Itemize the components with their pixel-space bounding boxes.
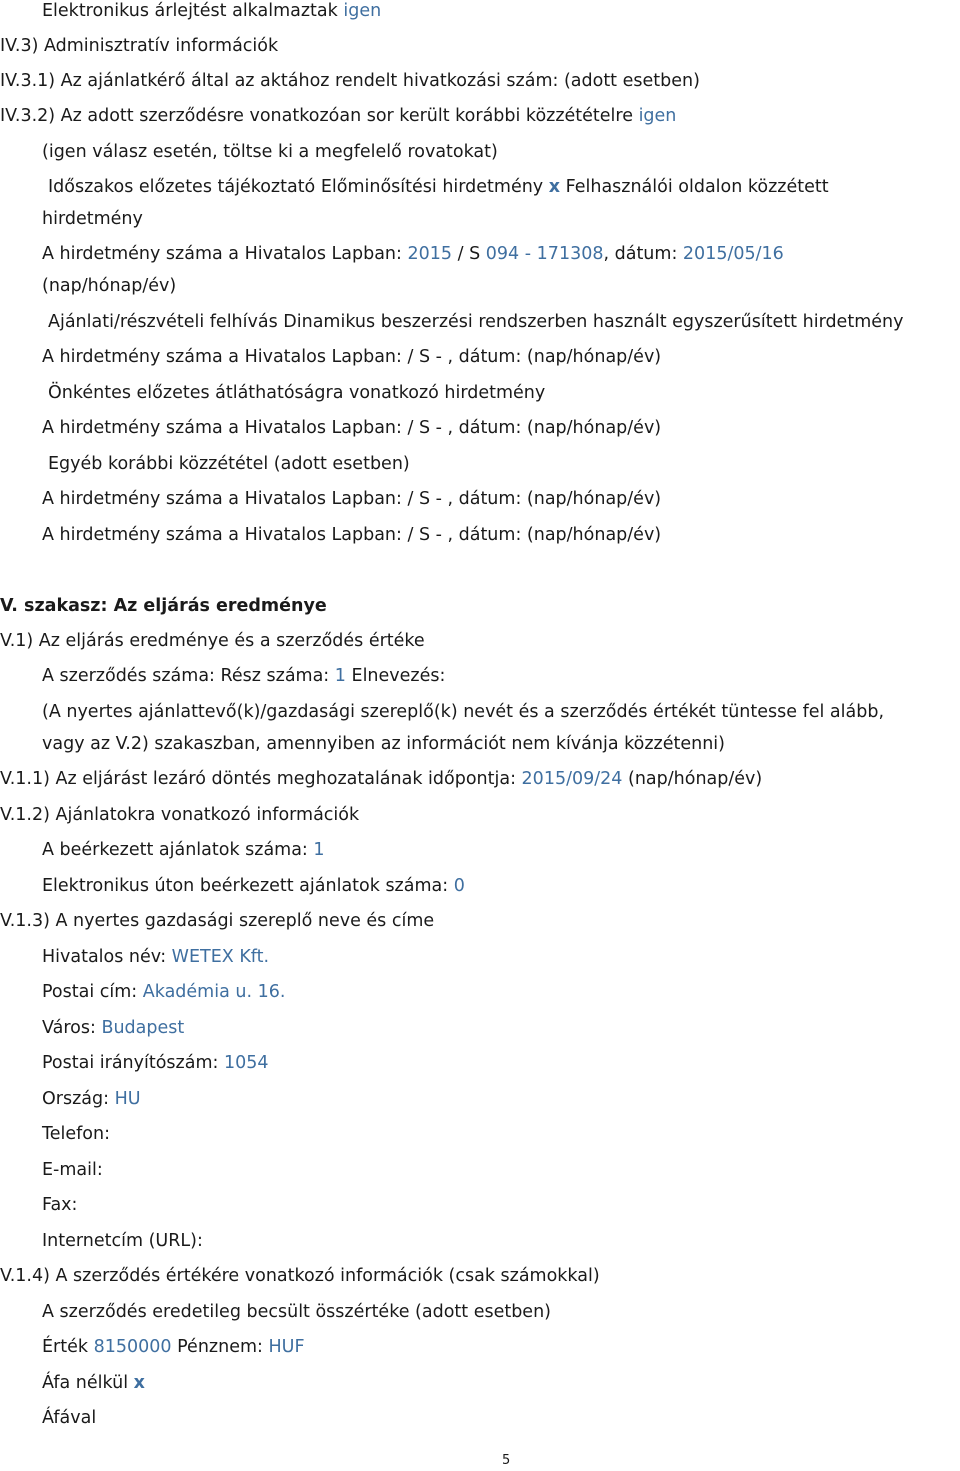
call-for-tender-line: Ajánlati/részvételi felhívás Dinamikus beszerzési rendszerben használt egyszerűsített hirdetmény (48, 312, 904, 332)
contract-name-label: Elnevezés: (351, 666, 446, 686)
part-number: 1 (334, 666, 346, 686)
winner-heading: V.1.3) A nyertes gazdasági szereplő neve és címe (0, 911, 435, 931)
currency-label: Pénznem: (177, 1337, 263, 1357)
contract-value-amount: 8150000 (93, 1337, 172, 1357)
notice-empty-line-2: A hirdetmény száma a Hivatalos Lapban: / S - , dátum: (nap/hónap/év) (42, 418, 662, 438)
winner-note-line-1: (A nyertes ajánlattevő(k)/gazdasági szereplő(k) nevét és a szerződés értékét tüntesse fel alább, (42, 702, 885, 722)
other-publication-line: Egyéb korábbi közzététel (adott esetben) (48, 454, 410, 474)
electronic-auction-label: Elektronikus árlejtést alkalmaztak (42, 1, 338, 21)
decision-date-line (0, 767, 762, 791)
notice-number-part2: 171308 (536, 244, 604, 264)
notice-year: 2015 (407, 244, 453, 264)
url-label: Internetcím (URL): (42, 1231, 203, 1251)
postal-address-label: Postai cím: (42, 982, 138, 1002)
notice-empty-line-4: A hirdetmény száma a Hivatalos Lapban: / S - , dátum: (nap/hónap/év) (42, 525, 662, 545)
notice-date-label: , dátum: (603, 244, 678, 264)
section-v-heading: V. szakasz: Az eljárás eredménye (0, 596, 327, 616)
prior-publication-note: (igen válasz esetén, töltse ki a megfelelő rovatokat) (42, 142, 498, 162)
offers-received-label: A beérkezett ajánlatok száma: (42, 840, 308, 860)
country-line (42, 1087, 141, 1111)
country-label: Ország: (42, 1089, 110, 1109)
postal-address-value: Akadémia u. 16. (142, 982, 286, 1002)
v1-heading: V.1) Az eljárás eredménye és a szerződés értéke (0, 631, 425, 651)
contract-number-label: A szerződés száma: Rész száma: (42, 666, 330, 686)
notice-empty-line-1: A hirdetmény száma a Hivatalos Lapban: / S - , dátum: (nap/hónap/év) (42, 347, 662, 367)
postal-address-line (42, 980, 285, 1004)
electronic-auction-value: igen (343, 1, 382, 21)
email-label: E-mail: (42, 1160, 103, 1180)
contract-number-line (42, 664, 445, 688)
voluntary-notice-line: Önkéntes előzetes átláthatóságra vonatkozó hirdetmény (48, 383, 546, 403)
offers-received-value: 1 (313, 840, 325, 860)
notice-number-label: A hirdetmény száma a Hivatalos Lapban: (42, 244, 402, 264)
notice-options-text-b: Felhasználói oldalon közzétett (565, 177, 829, 197)
section-iv3-heading: IV.3) Adminisztratív információk (0, 36, 279, 56)
official-name-label: Hivatalos név: (42, 947, 167, 967)
currency-value: HUF (268, 1337, 305, 1357)
decision-date-format: (nap/hónap/év) (628, 769, 763, 789)
decision-date-value: 2015/09/24 (521, 769, 623, 789)
prior-publication-label: IV.3.2) Az adott szerződésre vonatkozóan sor került korábbi közzétételre (0, 106, 633, 126)
estimated-value-line: A szerződés eredetileg becsült összértéke (adott esetben) (42, 1302, 551, 1322)
decision-date-label: V.1.1) Az eljárást lezáró döntés meghozatalának időpontja: (0, 769, 516, 789)
vat-excluded-mark: x (133, 1373, 145, 1393)
postcode-value: 1054 (223, 1053, 269, 1073)
city-value: Budapest (101, 1018, 185, 1038)
notice-options-continuation: hirdetmény (42, 209, 143, 229)
city-line (42, 1016, 184, 1040)
offers-electronic-value: 0 (453, 876, 465, 896)
notice-number-line (42, 242, 784, 266)
notice-number-part1: 094 (485, 244, 520, 264)
vat-excluded-label: Áfa nélkül (42, 1373, 129, 1393)
city-label: Város: (42, 1018, 96, 1038)
contract-value-label: Érték (42, 1337, 89, 1357)
offers-electronic-label: Elektronikus úton beérkezett ajánlatok száma: (42, 876, 449, 896)
phone-label: Telefon: (42, 1124, 110, 1144)
vat-excluded-line (42, 1371, 145, 1395)
fax-label: Fax: (42, 1195, 78, 1215)
prior-publication-value: igen (638, 106, 677, 126)
prior-publication-line (0, 104, 676, 128)
notice-options-text: Időszakos előzetes tájékoztató Előminősítési hirdetmény (48, 177, 544, 197)
notice-s: / S (457, 244, 481, 264)
postcode-line (42, 1051, 269, 1075)
notice-type-options (48, 175, 829, 199)
country-value: HU (114, 1089, 141, 1109)
notice-date-format: (nap/hónap/év) (42, 276, 177, 296)
offers-electronic-line (42, 874, 465, 898)
notice-empty-line-3: A hirdetmény száma a Hivatalos Lapban: / S - , dátum: (nap/hónap/év) (42, 489, 662, 509)
vat-included-line: Áfával (42, 1408, 97, 1428)
postcode-label: Postai irányítószám: (42, 1053, 219, 1073)
reference-number-line: IV.3.1) Az ajánlatkérő által az aktához rendelt hivatkozási szám: (adott esetben) (0, 71, 700, 91)
notice-date: 2015/05/16 (682, 244, 784, 264)
official-name-value: WETEX Kft. (171, 947, 270, 967)
notice-number-dash: - (524, 244, 532, 264)
page-number: 5 (502, 1453, 511, 1468)
winner-note-line-2: vagy az V.2) szakaszban, amennyiben az információt nem kívánja közzétenni) (42, 734, 725, 754)
electronic-auction-line (42, 0, 381, 23)
official-name-line (42, 945, 269, 969)
contract-value-line (42, 1335, 305, 1359)
offers-heading: V.1.2) Ajánlatokra vonatkozó információk (0, 805, 360, 825)
offers-received-line (42, 838, 325, 862)
value-heading: V.1.4) A szerződés értékére vonatkozó információk (csak számokkal) (0, 1266, 600, 1286)
notice-selected-mark: x (548, 177, 561, 197)
